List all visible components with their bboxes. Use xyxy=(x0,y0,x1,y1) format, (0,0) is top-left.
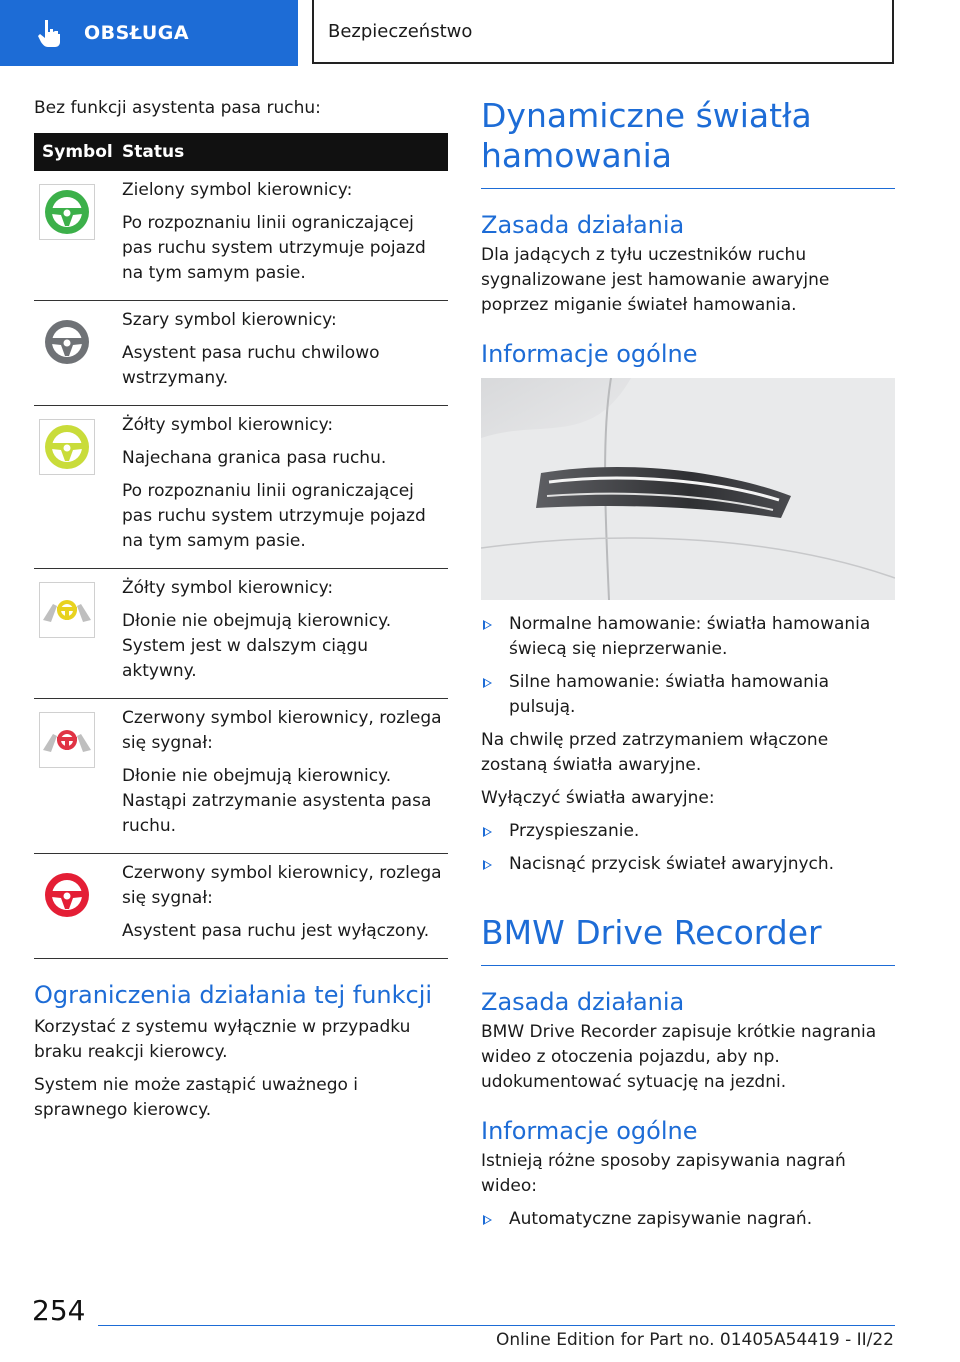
table-intro: Bez funkcji asystenta pasa ruchu: xyxy=(34,98,321,118)
limits-paragraph-1: Korzystać z systemu wyłącznie w przypadku braku reakcji kierowcy. xyxy=(34,1017,411,1062)
list-item: Automatyczne zapisywanie nagrań. xyxy=(481,1207,895,1232)
status-title: Żółty symbol kierownicy: xyxy=(122,578,334,598)
dynamic-brake-lights-heading: Dynamiczne światła hamowania xyxy=(481,96,895,189)
green-steering-wheel-icon xyxy=(39,184,95,240)
limits-paragraph-2: System nie może zastąpić uważnego i sprawnego kierowcy. xyxy=(34,1075,359,1120)
page-number: 254 xyxy=(32,1294,86,1327)
triangle-bullet-icon xyxy=(483,678,492,688)
status-desc: Po rozpoznaniu linii ograniczającej pas ruchu system utrzymuje pojazd na tym samym pasie. xyxy=(122,481,426,551)
table-header xyxy=(34,133,448,171)
status-desc: Dłonie nie obejmują kierownicy. System jest w dalszym ciągu aktywny. xyxy=(122,611,392,681)
table-row xyxy=(34,406,448,569)
table-row xyxy=(34,171,448,301)
tail-light-photo xyxy=(481,378,895,600)
triangle-bullet-icon xyxy=(483,827,492,837)
footer-divider xyxy=(98,1325,895,1326)
yellow-steering-wheel-icon xyxy=(39,419,95,475)
status-title: Zielony symbol kierownicy: xyxy=(122,180,353,200)
limits-heading: Ograniczenia działania tej funkcji xyxy=(34,981,433,1009)
triangle-bullet-icon xyxy=(483,860,492,870)
dyn-principle-heading: Zasada działania xyxy=(481,211,685,239)
recording-list xyxy=(481,1207,895,1232)
dyn-principle-text: Dla jadących z tyłu uczestników ruchu sygnalizowane jest hamowanie awaryjne poprzez miganie świateł hamowania. xyxy=(481,245,830,315)
triangle-bullet-icon xyxy=(483,620,492,630)
symbol-table xyxy=(34,133,448,959)
red-steering-wheel-icon xyxy=(39,867,95,923)
yellow-hands-off-wheel-icon xyxy=(39,582,95,638)
section-tab xyxy=(0,0,298,66)
rec-general-heading: Informacje ogólne xyxy=(481,1117,698,1145)
pointing-hand-icon xyxy=(36,18,64,48)
chapter-title xyxy=(312,0,894,64)
status-title: Czerwony symbol kierownicy, rozlega się sygnał: xyxy=(122,863,442,908)
rec-principle-text: BMW Drive Recorder zapisuje krótkie nagrania wideo z otoczenia pojazdu, aby np. udokumentować sytuację na jezdni. xyxy=(481,1022,877,1092)
table-row xyxy=(34,699,448,854)
section-tab-label: OBSŁUGA xyxy=(84,22,190,44)
chapter-title-text: Bezpieczeństwo xyxy=(328,20,473,42)
triangle-bullet-icon xyxy=(483,1215,492,1225)
status-desc: Najechana granica pasa ruchu. xyxy=(122,448,387,468)
drive-recorder-heading: BMW Drive Recorder xyxy=(481,913,895,966)
status-desc: Dłonie nie obejmują kierownicy. Nastąpi zatrzymanie asystenta pasa ruchu. xyxy=(122,766,432,836)
rec-principle-heading: Zasada działania xyxy=(481,988,685,1016)
red-hands-off-wheel-icon xyxy=(39,712,95,768)
rec-general-text: Istnieją różne sposoby zapisywania nagrań wideo: xyxy=(481,1151,846,1196)
status-desc: Asystent pasa ruchu jest wyłączony. xyxy=(122,921,430,941)
table-row xyxy=(34,854,448,959)
status-title: Czerwony symbol kierownicy, rozlega się sygnał: xyxy=(122,708,442,753)
brake-mode-list xyxy=(481,612,895,720)
status-desc: Po rozpoznaniu linii ograniczającej pas ruchu system utrzymuje pojazd na tym samym pasie. xyxy=(122,213,426,283)
list-item: Przyspieszanie. xyxy=(481,819,895,844)
edition-note: Online Edition for Part no. 01405A54419 - II/22 xyxy=(495,1330,894,1350)
status-title: Szary symbol kierownicy: xyxy=(122,310,337,330)
header-symbol: Symbol xyxy=(42,142,113,162)
gray-steering-wheel-icon xyxy=(39,314,95,370)
dyn-general-heading: Informacje ogólne xyxy=(481,340,698,368)
status-title: Żółty symbol kierownicy: xyxy=(122,415,334,435)
header-status: Status xyxy=(122,142,185,162)
list-item: Normalne hamowanie: światła hamowania świecą się nieprzerwanie. xyxy=(481,612,895,662)
table-row xyxy=(34,301,448,406)
list-item: Silne hamowanie: światła hamowania pulsują. xyxy=(481,670,895,720)
left-column xyxy=(34,96,448,1123)
hazard-off-paragraph: Wyłączyć światła awaryjne: xyxy=(481,788,715,808)
status-desc: Asystent pasa ruchu chwilowo wstrzymany. xyxy=(122,343,380,388)
right-column xyxy=(481,96,895,1240)
list-item: Nacisnąć przycisk świateł awaryjnych. xyxy=(481,852,895,877)
hazard-off-list xyxy=(481,819,895,877)
hazard-paragraph: Na chwilę przed zatrzymaniem włączone zostaną światła awaryjne. xyxy=(481,730,829,775)
table-row xyxy=(34,569,448,699)
